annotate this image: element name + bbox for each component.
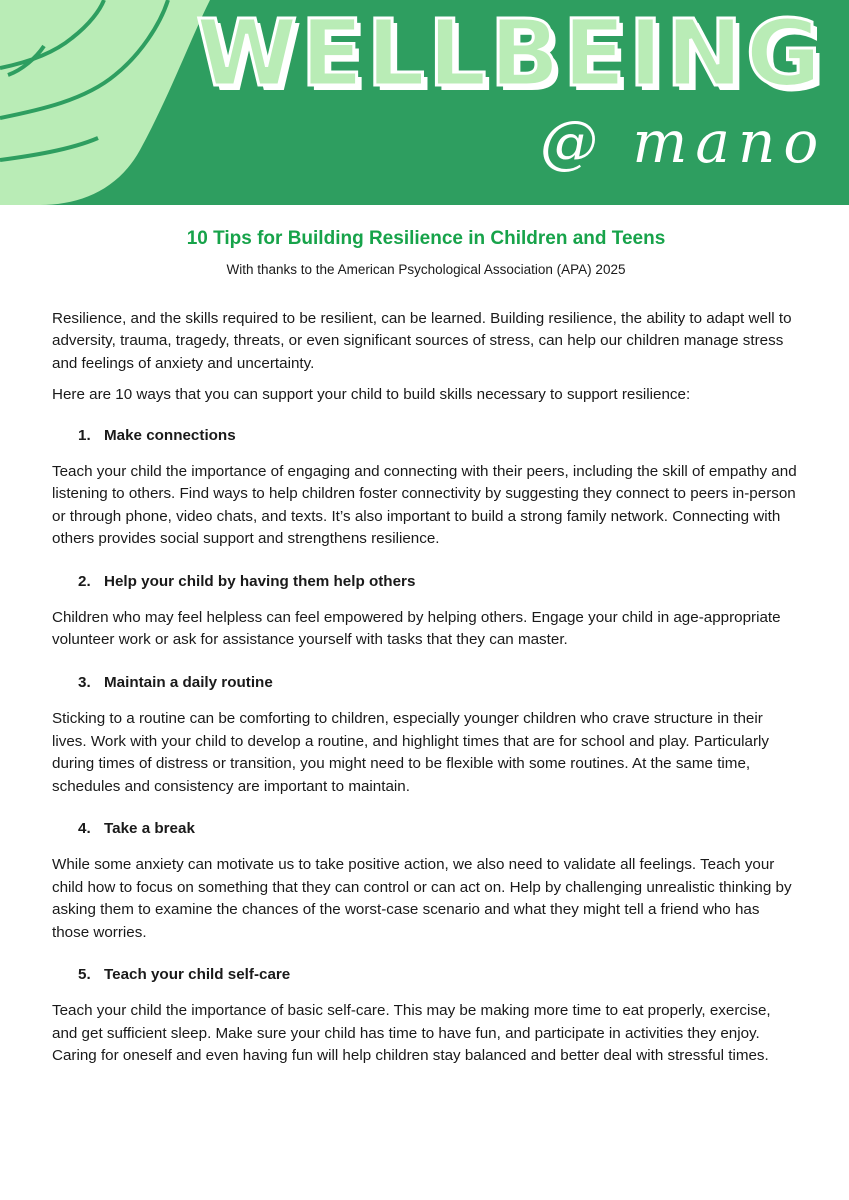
tip-body: Teach your child the importance of basic self-care. This may be making more time to eat properly, exercise, and get sufficient sleep. Make sure your child has time to have fun, and participate in activities they enjoy. Caring for oneself and even having fun will help children stay balanced and better deal with stressful times. xyxy=(52,1002,771,1065)
brand-subtitle: @ mano xyxy=(540,108,827,176)
page-subtitle: With thanks to the American Psychological Association (APA) 2025 xyxy=(226,262,626,277)
tip-heading xyxy=(52,425,800,447)
tip-number: 5. xyxy=(78,965,91,983)
tip-number: 4. xyxy=(78,819,91,837)
tip-heading xyxy=(52,818,800,840)
tip-title: Make connections xyxy=(104,426,236,444)
tip-number: 1. xyxy=(78,426,91,444)
tip-title: Take a break xyxy=(104,819,195,837)
tip-body: Children who may feel helpless can feel empowered by helping others. Engage your child in age-appropriate volunteer work or ask for assistance yourself with tasks that they can master. xyxy=(52,609,781,649)
tip-number: 3. xyxy=(78,673,91,691)
tip-section xyxy=(52,425,800,551)
document-body xyxy=(52,224,800,1088)
tip-body: Sticking to a routine can be comforting to children, especially younger children who crave structure in their lives. Work with your child to develop a routine, and highlight times that are for school and play. Particularly during times of distress or transition, you might need to be flexible with some routines. At the same time, schedules and consistency are important to maintain. xyxy=(52,710,769,795)
intro-paragraph-2: Here are 10 ways that you can support your child to build skills necessary to support resilience: xyxy=(52,386,691,404)
intro-paragraph: Resilience, and the skills required to be resilient, can be learned. Building resilience, the ability to adapt well to adversity, trauma, tragedy, threats, or even significant sources of stress, can help our children manage stress and feelings of anxiety and uncertainty. xyxy=(52,310,792,372)
tip-title: Teach your child self-care xyxy=(104,965,291,983)
tip-heading xyxy=(52,672,800,694)
tip-number: 2. xyxy=(78,572,91,590)
tip-heading xyxy=(52,964,800,986)
tip-body: Teach your child the importance of engaging and connecting with their peers, including the skill of empathy and listening to others. Find ways to help children foster connectivity by suggesting they connect to peers in-person or through phone, video chats, and texts. It’s also important to build a strong family network. Connecting with others provides social support and strengthens resilience. xyxy=(52,463,797,548)
tip-heading xyxy=(52,571,800,593)
tip-section xyxy=(52,818,800,944)
tip-title: Help your child by having them help others xyxy=(104,572,416,590)
brand-title: WELLBEING xyxy=(196,0,825,107)
tip-section xyxy=(52,672,800,798)
tip-title: Maintain a daily routine xyxy=(104,673,273,691)
tip-section xyxy=(52,964,800,1068)
tip-body: While some anxiety can motivate us to take positive action, we also need to validate all feelings. Teach your child how to focus on something that they can control or can act on. Help by challenging unrealistic thinking by asking them to examine the chances of the worst-case scenario and what they might tell a friend who has those worries. xyxy=(52,856,792,941)
header-banner xyxy=(0,0,849,205)
page-title: 10 Tips for Building Resilience in Children and Teens xyxy=(186,228,666,249)
tip-section xyxy=(52,571,800,652)
